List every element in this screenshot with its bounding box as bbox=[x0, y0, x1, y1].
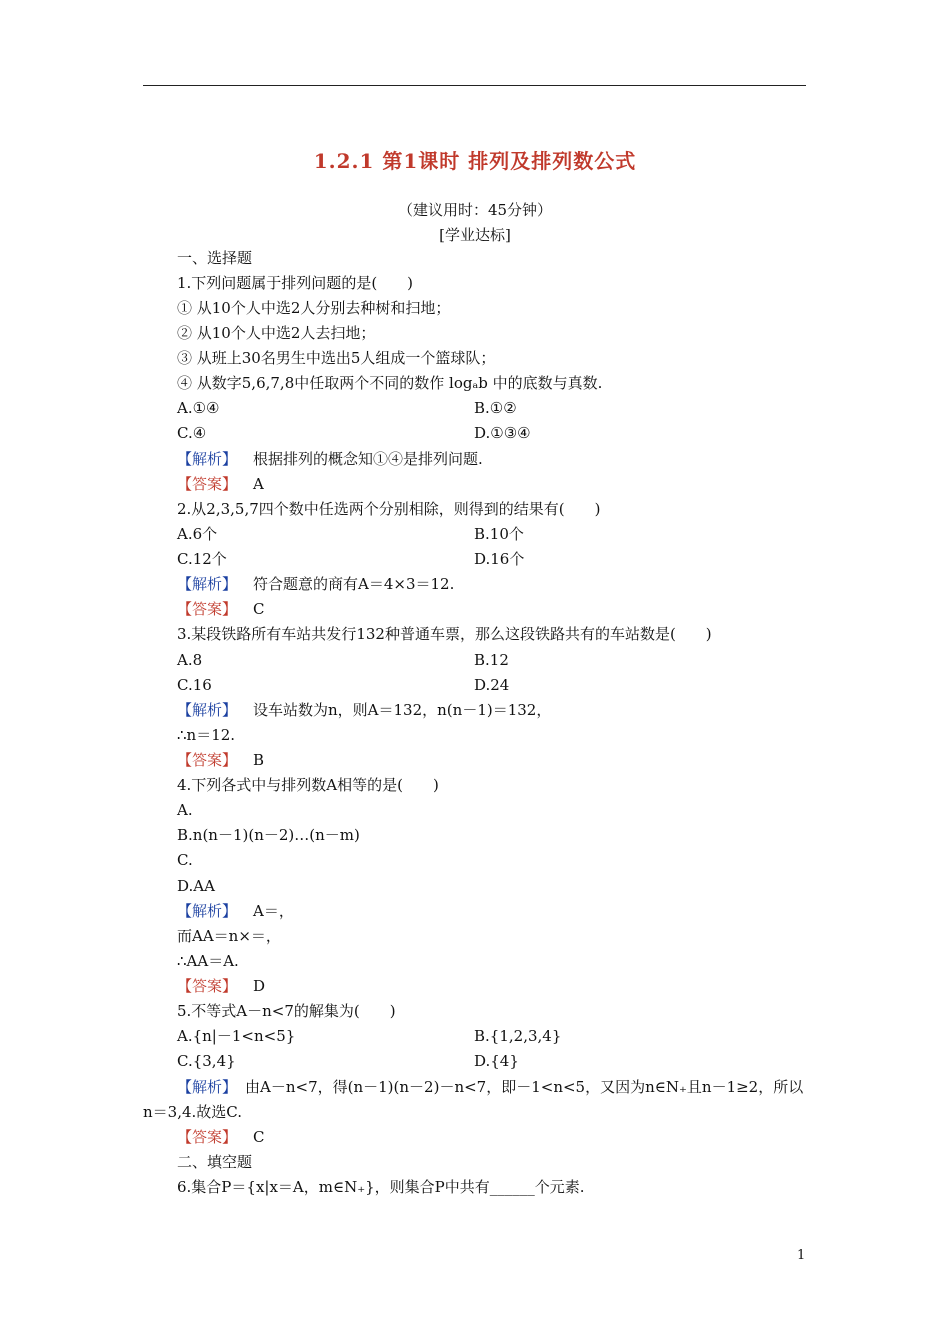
q5-answer-text: C bbox=[253, 1128, 265, 1146]
q2-analysis bbox=[177, 574, 454, 594]
page-number: 1 bbox=[797, 1248, 806, 1263]
q5-analysis-cont: n＝3,4.故选C. bbox=[143, 1103, 242, 1121]
q2-analysis-text: 符合题意的商有A＝4×3＝12. bbox=[253, 575, 455, 593]
q4-option-a: A. bbox=[177, 801, 193, 819]
q1-option-d: D.①③④ bbox=[474, 424, 531, 442]
q2-stem: 2.从2,3,5,7四个数中任选两个分别相除，则得到的结果有( ) bbox=[177, 500, 601, 518]
q1-option-c: C.④ bbox=[177, 424, 207, 442]
header-rule bbox=[143, 85, 806, 86]
q3-stem: 3.某段铁路所有车站共发行132种普通车票，那么这段铁路共有的车站数是( ) bbox=[177, 625, 712, 643]
q3-analysis-text: 设车站数为n，则A＝132，n(n－1)＝132， bbox=[253, 701, 552, 719]
answer-label: 【答案】 bbox=[177, 977, 238, 995]
q2-answer-text: C bbox=[253, 600, 265, 618]
q1-analysis bbox=[177, 449, 483, 469]
page-title: 1.2.1 第1课时 排列及排列数公式 bbox=[313, 149, 637, 173]
q1-item-3: ③ 从班上30名男生中选出5人组成一个篮球队； bbox=[177, 349, 496, 367]
q3-answer-text: B bbox=[253, 751, 265, 769]
answer-label: 【答案】 bbox=[177, 600, 238, 618]
q5-option-c: C.{3,4} bbox=[177, 1052, 236, 1070]
q3-answer bbox=[177, 750, 264, 770]
q4-answer bbox=[177, 976, 265, 996]
q2-option-b: B.10个 bbox=[474, 525, 524, 543]
q4-option-d: D.AA bbox=[177, 877, 215, 895]
q1-option-a: A.①④ bbox=[177, 399, 220, 417]
q3-analysis-cont: ∴n＝12. bbox=[177, 726, 236, 744]
q4-analysis-cont2: ∴AA＝A. bbox=[177, 952, 239, 970]
q5-analysis-text: 由A－n<7，得(n－1)(n－2)－n<7，即－1<n<5，又因为n∈N₊且n－1≥2，所以 bbox=[245, 1078, 804, 1096]
answer-label: 【答案】 bbox=[177, 751, 238, 769]
analysis-label: 【解析】 bbox=[177, 450, 238, 468]
q1-item-2: ② 从10个人中选2人去扫地； bbox=[177, 324, 376, 342]
section-heading-fill: 二、填空题 bbox=[177, 1153, 253, 1171]
q1-option-b: B.①② bbox=[474, 399, 517, 417]
q1-answer-text: A bbox=[253, 475, 264, 493]
section-heading-choice: 一、选择题 bbox=[177, 249, 253, 267]
q3-option-b: B.12 bbox=[474, 651, 509, 669]
q5-option-d: D.{4} bbox=[474, 1052, 519, 1070]
q1-item-1: ① 从10个人中选2人分别去种树和扫地； bbox=[177, 299, 451, 317]
q4-option-c: C. bbox=[177, 851, 193, 869]
answer-label: 【答案】 bbox=[177, 1128, 238, 1146]
q4-analysis-cont: 而AA＝n×＝， bbox=[177, 927, 281, 945]
q3-option-d: D.24 bbox=[474, 676, 510, 694]
analysis-label: 【解析】 bbox=[177, 575, 238, 593]
q5-analysis bbox=[177, 1077, 803, 1097]
q4-analysis bbox=[177, 901, 294, 921]
q1-stem: 1.下列问题属于排列问题的是( ) bbox=[177, 274, 414, 292]
q1-answer bbox=[177, 474, 264, 494]
q2-option-c: C.12个 bbox=[177, 550, 227, 568]
analysis-label: 【解析】 bbox=[177, 902, 238, 920]
q4-stem: 4.下列各式中与排列数A相等的是( ) bbox=[177, 776, 439, 794]
q1-analysis-text: 根据排列的概念知①④是排列问题. bbox=[253, 450, 483, 468]
analysis-label: 【解析】 bbox=[177, 1078, 238, 1096]
q2-option-d: D.16个 bbox=[474, 550, 525, 568]
q6-stem: 6.集合P＝{x|x＝A，m∈N₊}，则集合P中共有______个元素. bbox=[177, 1178, 585, 1196]
q3-option-c: C.16 bbox=[177, 676, 212, 694]
q3-analysis bbox=[177, 700, 551, 720]
q3-option-a: A.8 bbox=[177, 651, 203, 669]
answer-label: 【答案】 bbox=[177, 475, 238, 493]
q4-option-b: B.n(n－1)(n－2)…(n－m) bbox=[177, 826, 360, 844]
analysis-label: 【解析】 bbox=[177, 701, 238, 719]
q5-answer bbox=[177, 1127, 265, 1147]
q2-option-a: A.6个 bbox=[177, 525, 218, 543]
q5-stem: 5.不等式A－n<7的解集为( ) bbox=[177, 1002, 396, 1020]
q1-item-4: ④ 从数字5,6,7,8中任取两个不同的数作 logₐb 中的底数与真数. bbox=[177, 374, 603, 392]
q5-option-a: A.{n|－1<n<5} bbox=[177, 1027, 296, 1045]
q2-answer bbox=[177, 599, 265, 619]
q4-analysis-text: A＝， bbox=[253, 902, 294, 920]
section-tag: [学业达标] bbox=[439, 226, 511, 244]
q5-option-b: B.{1,2,3,4} bbox=[474, 1027, 562, 1045]
time-note: （建议用时：45分钟） bbox=[397, 201, 553, 219]
q4-answer-text: D bbox=[253, 977, 266, 995]
